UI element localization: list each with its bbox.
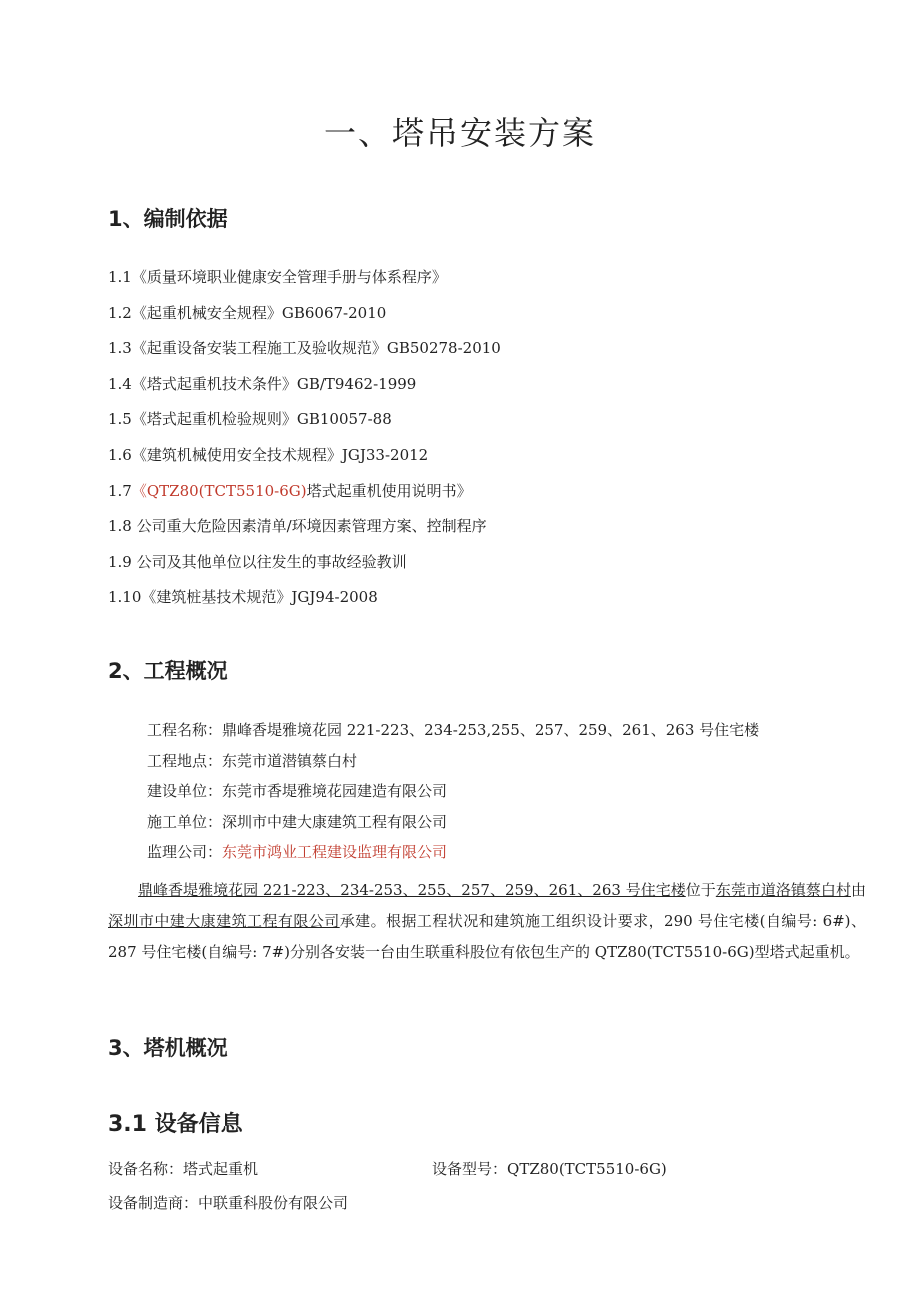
equipment-name-value: 塔式起重机 bbox=[183, 1160, 259, 1178]
reference-item: 1.1《质量环境职业健康安全管理手册与体系程序》 bbox=[108, 268, 447, 286]
section-2-heading: 2、工程概况 bbox=[108, 659, 228, 683]
project-location-row bbox=[147, 750, 759, 781]
contractor-row bbox=[147, 811, 759, 842]
paragraph-text: 位于 bbox=[685, 881, 716, 899]
reference-item: 1.4《塔式起重机技术条件》GB/T9462-1999 bbox=[108, 374, 417, 393]
supervisor-row bbox=[147, 841, 759, 872]
field-value: 东莞市鸿业工程建设监理有限公司 bbox=[222, 843, 448, 862]
equipment-name-label: 设备名称： bbox=[108, 1160, 184, 1178]
paragraph-text: 承建。根据工程状况和建筑施工组织设计要求，290 号住宅楼(自编号: 6#)、287 号住宅楼(自编号: 7#)分别各安装一台由生联重科股位有依包生产的 QTZ80(TCT5510-6G)型塔式起重机。 bbox=[108, 912, 866, 961]
reference-item: 1.8 公司重大危险因素清单/环境因素管理方案、控制程序 bbox=[108, 517, 487, 536]
equipment-maker-label: 设备制造商： bbox=[108, 1194, 199, 1212]
reference-item: 1.9 公司及其他单位以往发生的事故经验教训 bbox=[108, 552, 407, 571]
reference-number: 1.7 bbox=[108, 481, 132, 500]
section-1-heading: 1、编制依据 bbox=[108, 207, 228, 231]
equipment-model-value: QTZ80(TCT5510-6G) bbox=[507, 1160, 667, 1178]
equipment-maker-value: 中联重科股份有限公司 bbox=[198, 1194, 349, 1212]
owner-row bbox=[147, 780, 759, 811]
reference-item: 1.5《塔式起重机检验规则》GB10057-88 bbox=[108, 410, 392, 429]
reference-item: 1.3《起重设备安装工程施工及验收规范》GB50278-2010 bbox=[108, 339, 501, 358]
location-underlined: 东莞市道洛镇蔡白村 bbox=[715, 881, 851, 899]
project-description bbox=[108, 875, 866, 968]
reference-item: 1.2《起重机械安全规程》GB6067-2010 bbox=[108, 303, 387, 322]
field-value: 鼎峰香堤雅境花园 221-223、234-253,255、257、259、261、263 号住宅楼 bbox=[222, 721, 760, 739]
section-3-heading: 3、塔机概况 bbox=[108, 1036, 228, 1060]
field-label: 施工单位： bbox=[147, 812, 223, 831]
equipment-row bbox=[108, 1158, 667, 1192]
paragraph-text: 由 bbox=[850, 881, 866, 899]
field-label: 工程名称： bbox=[147, 721, 223, 739]
equipment-info bbox=[108, 1158, 667, 1226]
equipment-model bbox=[432, 1158, 667, 1180]
reference-item: 1.10《建筑桩基技术规范》JGJ94-2008 bbox=[108, 588, 378, 607]
reference-list bbox=[108, 266, 501, 622]
reference-item: 1.6《建筑机械使用安全技术规程》JGJ33-2012 bbox=[108, 445, 429, 464]
field-value: 东莞市香堤雅境花园建造有限公司 bbox=[222, 782, 448, 801]
field-label: 监理公司： bbox=[147, 843, 223, 862]
equipment-row bbox=[108, 1192, 348, 1226]
contractor-underlined: 深圳市中建大康建筑工程有限公司 bbox=[108, 912, 340, 930]
field-label: 工程地点： bbox=[147, 751, 223, 770]
field-label: 建设单位： bbox=[147, 782, 223, 801]
section-3-1-heading: 3.1 设备信息 bbox=[108, 1112, 243, 1137]
project-info bbox=[147, 719, 759, 872]
project-name-underlined: 鼎峰香堤雅境花园 221-223、234-253、255、257、259、261、263 号住宅楼 bbox=[138, 881, 686, 899]
field-value: 东莞市道潜镇蔡白村 bbox=[222, 751, 358, 770]
document-title: 一、塔吊安装方案 bbox=[323, 114, 596, 152]
manual-title-highlight: 《QTZ80(TCT5510-6G) bbox=[131, 481, 307, 500]
reference-suffix: 塔式起重机使用说明书》 bbox=[306, 481, 472, 500]
equipment-model-label: 设备型号： bbox=[432, 1160, 508, 1178]
field-value: 深圳市中建大康建筑工程有限公司 bbox=[222, 812, 448, 831]
project-name-row bbox=[147, 719, 759, 750]
reference-item bbox=[108, 480, 501, 516]
